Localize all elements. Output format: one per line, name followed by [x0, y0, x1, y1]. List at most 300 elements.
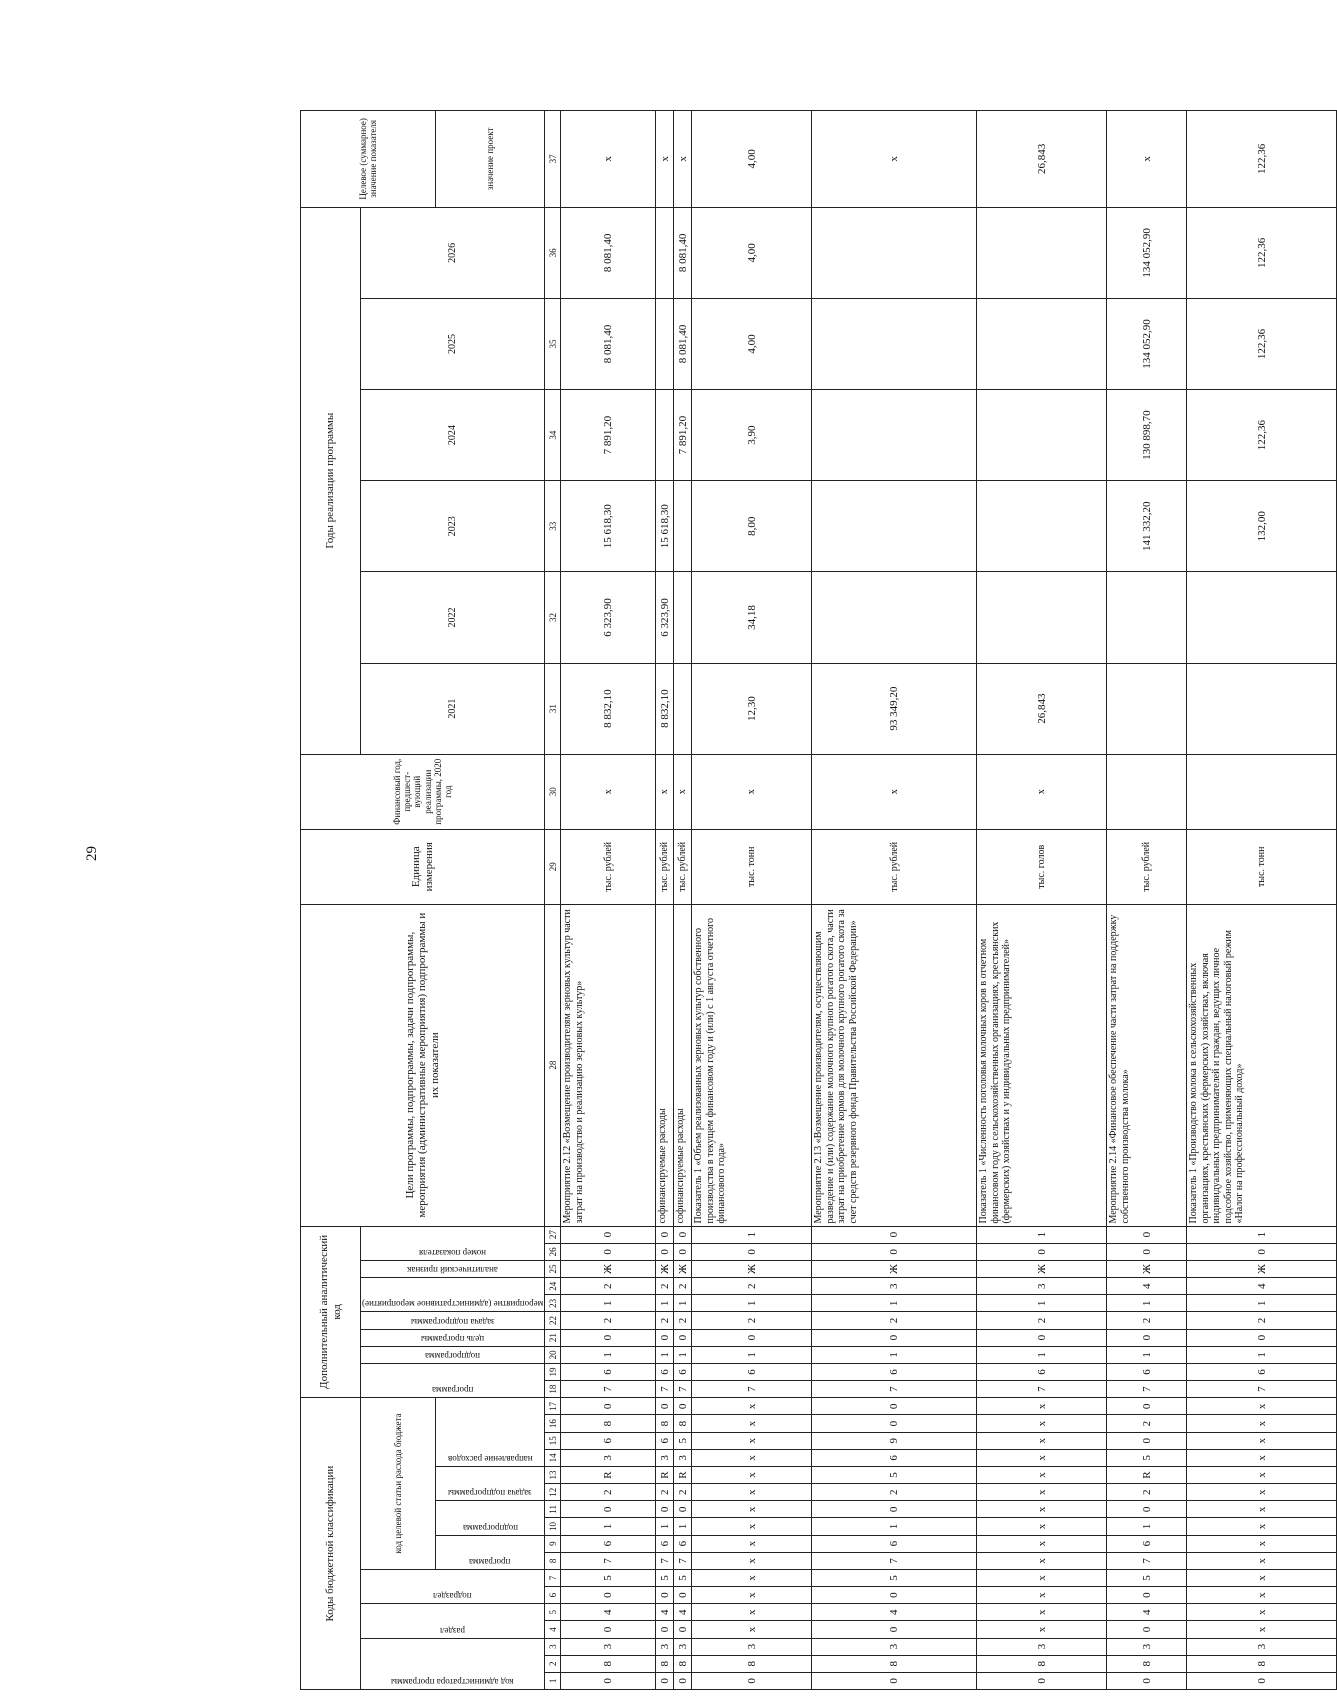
code-cell: R	[561, 1466, 656, 1483]
code-cell: 0	[977, 1329, 1107, 1346]
prev-year-cell: x	[977, 754, 1107, 829]
code-cell: 2	[812, 1312, 977, 1329]
year-value-cell: 8 081,40	[674, 207, 692, 298]
code-cell: x	[977, 1604, 1107, 1621]
code-cell: 0	[656, 1329, 674, 1346]
unit-cell: тыс. рублей	[1107, 829, 1187, 904]
year-value-cell	[1187, 572, 1337, 663]
code-cell: 0	[656, 1672, 674, 1689]
code-cell: 0	[674, 1329, 692, 1346]
year-value-cell	[977, 572, 1107, 663]
code-cell: 3	[812, 1278, 977, 1295]
target-value-cell: 122,36	[1187, 111, 1337, 208]
column-number: 6	[545, 1587, 561, 1604]
code-cell: 0	[1107, 1672, 1187, 1689]
year-value-cell	[977, 390, 1107, 481]
code-cell: 1	[561, 1295, 656, 1312]
column-number: 28	[545, 904, 561, 1226]
code-cell: 2	[656, 1484, 674, 1501]
direction-header: направление расходов	[435, 1398, 544, 1467]
year-value-cell	[1107, 572, 1187, 663]
column-number: 26	[545, 1243, 561, 1260]
year-value-cell: 7 891,20	[561, 390, 656, 481]
code-cell: 7	[656, 1552, 674, 1569]
year-value-cell: 8,00	[692, 481, 812, 572]
code-cell: 2	[674, 1312, 692, 1329]
code-cell: 6	[812, 1535, 977, 1552]
code-cell: 7	[1187, 1381, 1337, 1398]
code-cell: 0	[812, 1226, 977, 1243]
table-row	[656, 111, 674, 1690]
code-cell: 5	[674, 1432, 692, 1449]
year-value-cell: 122,36	[1187, 207, 1337, 298]
code-cell: x	[977, 1449, 1107, 1466]
code-cell: 1	[692, 1346, 812, 1363]
code-cell: 0	[1107, 1621, 1187, 1638]
code-cell: 0	[656, 1587, 674, 1604]
code-cell: 0	[812, 1398, 977, 1415]
code-cell: x	[977, 1518, 1107, 1535]
code-cell: 1	[656, 1295, 674, 1312]
year-value-cell: 134 052,90	[1107, 298, 1187, 389]
a-task-header: задача подпрограммы	[361, 1312, 545, 1329]
year-value-cell	[812, 481, 977, 572]
year-value-cell: 6 323,90	[656, 572, 674, 663]
year-value-cell: 15 618,30	[656, 481, 674, 572]
column-number: 2	[545, 1655, 561, 1672]
code-cell: 2	[812, 1484, 977, 1501]
target-header: Целевое (суммарное) значение показателя	[301, 111, 436, 208]
code-cell: 2	[561, 1484, 656, 1501]
column-number: 15	[545, 1432, 561, 1449]
code-cell: 2	[692, 1278, 812, 1295]
code-cell: 4	[1187, 1278, 1337, 1295]
code-cell: 0	[812, 1415, 977, 1432]
column-number: 13	[545, 1466, 561, 1483]
code-cell: x	[692, 1535, 812, 1552]
code-cell: 2	[561, 1312, 656, 1329]
code-cell: 6	[812, 1449, 977, 1466]
code-cell: x	[1187, 1432, 1337, 1449]
code-cell: 3	[1107, 1638, 1187, 1655]
column-numbers-row	[545, 111, 561, 1690]
code-cell: 8	[812, 1655, 977, 1672]
column-number: 18	[545, 1381, 561, 1398]
year-value-cell: 134 052,90	[1107, 207, 1187, 298]
code-cell: 1	[812, 1295, 977, 1312]
code-cell: 1	[692, 1226, 812, 1243]
column-number: 23	[545, 1295, 561, 1312]
column-number: 35	[545, 298, 561, 389]
prev-year-cell	[1107, 754, 1187, 829]
code-cell: 0	[812, 1243, 977, 1260]
column-number: 12	[545, 1484, 561, 1501]
code-cell: 8	[674, 1655, 692, 1672]
code-cell: 4	[674, 1604, 692, 1621]
year-2021-header: 2021	[361, 663, 545, 754]
code-cell: 0	[692, 1243, 812, 1260]
program-header: программа	[435, 1535, 544, 1569]
prev-year-cell: x	[692, 754, 812, 829]
code-cell: 0	[561, 1226, 656, 1243]
program-table	[300, 110, 1337, 1690]
code-cell: 0	[812, 1329, 977, 1346]
prev-year-cell: x	[674, 754, 692, 829]
code-cell: 5	[1107, 1569, 1187, 1586]
code-cell: 8	[977, 1655, 1107, 1672]
code-cell: 4	[1107, 1604, 1187, 1621]
year-value-cell: 34,18	[692, 572, 812, 663]
goal-text-cell: Показатель 1 «Численность поголовья молочных коров в отчетном финансовом году в сельскохозяйственных организациях, крестьянских (фермерских) хозяйствах и у индивидуальных предпринимателей»	[977, 904, 1107, 1226]
year-value-cell	[674, 481, 692, 572]
code-cell: 3	[561, 1449, 656, 1466]
code-cell: 1	[674, 1346, 692, 1363]
code-cell: x	[977, 1501, 1107, 1518]
code-cell: 7	[674, 1381, 692, 1398]
code-cell: 1	[656, 1346, 674, 1363]
code-cell: 0	[656, 1501, 674, 1518]
year-value-cell: 4,00	[692, 207, 812, 298]
column-number: 1	[545, 1672, 561, 1689]
code-cell: 0	[674, 1398, 692, 1415]
code-cell: 2	[1107, 1415, 1187, 1432]
column-number: 24	[545, 1278, 561, 1295]
code-cell: 4	[561, 1604, 656, 1621]
code-cell: x	[692, 1432, 812, 1449]
code-cell: 0	[812, 1587, 977, 1604]
code-cell: 7	[812, 1552, 977, 1569]
year-value-cell: 8 832,10	[656, 663, 674, 754]
code-cell: 2	[674, 1278, 692, 1295]
code-cell: x	[692, 1415, 812, 1432]
code-cell: 2	[656, 1278, 674, 1295]
year-value-cell	[812, 390, 977, 481]
code-cell: 3	[692, 1638, 812, 1655]
code-cell: 6	[674, 1363, 692, 1380]
year-value-cell: 6 323,90	[561, 572, 656, 663]
table-row	[1187, 111, 1337, 1690]
year-value-cell	[1107, 663, 1187, 754]
code-cell: 8	[692, 1655, 812, 1672]
code-cell: 0	[1107, 1587, 1187, 1604]
code-cell: 7	[656, 1381, 674, 1398]
prev-year-cell	[1187, 754, 1337, 829]
code-cell: 7	[977, 1381, 1107, 1398]
code-cell: 0	[561, 1243, 656, 1260]
code-cell: 1	[977, 1226, 1107, 1243]
unit-cell: тыс. тонн	[1187, 829, 1337, 904]
code-cell: Ж	[656, 1260, 674, 1277]
code-cell: R	[674, 1466, 692, 1483]
code-cell: 0	[1107, 1329, 1187, 1346]
code-cell: x	[692, 1569, 812, 1586]
target-article-header: код целевой статьи расхода бюджета	[361, 1398, 436, 1570]
year-value-cell	[977, 298, 1107, 389]
column-number: 11	[545, 1501, 561, 1518]
code-cell: 7	[812, 1381, 977, 1398]
year-value-cell: 122,36	[1187, 390, 1337, 481]
code-cell: 1	[692, 1295, 812, 1312]
code-cell: 6	[1107, 1535, 1187, 1552]
code-cell: x	[692, 1398, 812, 1415]
table-row	[674, 111, 692, 1690]
column-number: 29	[545, 829, 561, 904]
code-cell: x	[1187, 1484, 1337, 1501]
column-number: 17	[545, 1398, 561, 1415]
code-cell: Ж	[561, 1260, 656, 1277]
code-cell: x	[692, 1604, 812, 1621]
table-row	[692, 111, 812, 1690]
code-cell: x	[692, 1466, 812, 1483]
code-cell: 1	[977, 1346, 1107, 1363]
code-cell: 0	[561, 1621, 656, 1638]
year-value-cell: 132,00	[1187, 481, 1337, 572]
code-cell: 0	[561, 1501, 656, 1518]
code-cell: 0	[561, 1587, 656, 1604]
code-cell: 2	[674, 1484, 692, 1501]
code-cell: 6	[561, 1432, 656, 1449]
code-cell: 6	[656, 1535, 674, 1552]
code-cell: x	[977, 1587, 1107, 1604]
code-cell: 3	[977, 1638, 1107, 1655]
code-cell: x	[977, 1621, 1107, 1638]
code-cell: 0	[977, 1672, 1107, 1689]
code-cell: x	[977, 1415, 1107, 1432]
code-cell: x	[692, 1484, 812, 1501]
task-header: задача подпрограммы	[435, 1466, 544, 1500]
code-cell: 6	[1187, 1363, 1337, 1380]
goal-text-cell: софинансируемые расходы	[674, 904, 692, 1226]
table-row	[812, 111, 977, 1690]
code-cell: x	[977, 1552, 1107, 1569]
code-cell: 4	[1107, 1278, 1187, 1295]
column-number: 37	[545, 111, 561, 208]
code-cell: x	[1187, 1466, 1337, 1483]
prev-year-cell: x	[812, 754, 977, 829]
code-cell: 0	[692, 1672, 812, 1689]
code-cell: 1	[1107, 1346, 1187, 1363]
year-value-cell: 26,843	[977, 663, 1107, 754]
code-cell: 0	[812, 1501, 977, 1518]
target-sub-header: значение проект	[435, 111, 544, 208]
code-cell: 4	[656, 1604, 674, 1621]
column-number: 8	[545, 1552, 561, 1569]
target-value-cell: x	[812, 111, 977, 208]
code-cell: 0	[674, 1226, 692, 1243]
code-cell: 3	[977, 1278, 1107, 1295]
code-cell: 1	[561, 1346, 656, 1363]
year-2023-header: 2023	[361, 481, 545, 572]
column-number: 3	[545, 1638, 561, 1655]
unit-cell: тыс. рублей	[656, 829, 674, 904]
code-cell: 9	[812, 1432, 977, 1449]
goal-text-cell: Показатель 1 «Объем реализованных зерновых культур собственного производства в текущем финансовом году и (или) с 1 августа отчетного финансового года»	[692, 904, 812, 1226]
code-cell: 1	[656, 1518, 674, 1535]
code-cell: 3	[674, 1638, 692, 1655]
year-value-cell	[656, 207, 674, 298]
goal-text-cell: Показатель 1 «Производство молока в сельскохозяйственных организациях, крестьянских (фермерских) хозяйствах, включая индивидуальных предпринимателей и граждан, ведущих личное подсобное хозяйство, применяющих специальный налоговый режим «Налог на профессиональный доход»	[1187, 904, 1337, 1226]
table-row	[977, 111, 1107, 1690]
code-cell: 0	[674, 1587, 692, 1604]
code-cell: 0	[1187, 1672, 1337, 1689]
table-row	[1107, 111, 1187, 1690]
code-cell: Ж	[674, 1260, 692, 1277]
code-cell: 8	[561, 1655, 656, 1672]
code-cell: 8	[561, 1415, 656, 1432]
code-cell: 0	[977, 1243, 1107, 1260]
code-cell: 6	[1107, 1363, 1187, 1380]
code-cell: x	[1187, 1587, 1337, 1604]
code-cell: x	[1187, 1535, 1337, 1552]
code-cell: 3	[674, 1449, 692, 1466]
code-cell: 2	[977, 1312, 1107, 1329]
year-value-cell: 93 349,20	[812, 663, 977, 754]
code-cell: 0	[674, 1672, 692, 1689]
code-cell: 1	[812, 1346, 977, 1363]
code-cell: 7	[1107, 1381, 1187, 1398]
a-indicator-header: номер показателя	[361, 1226, 545, 1260]
code-cell: 0	[1187, 1243, 1337, 1260]
year-2024-header: 2024	[361, 390, 545, 481]
target-value-cell: 26,843	[977, 111, 1107, 208]
code-cell: x	[977, 1432, 1107, 1449]
code-cell: x	[1187, 1518, 1337, 1535]
code-cell: x	[1187, 1621, 1337, 1638]
code-cell: 1	[1187, 1346, 1337, 1363]
code-cell: 7	[561, 1552, 656, 1569]
code-cell: 0	[1107, 1243, 1187, 1260]
column-number: 27	[545, 1226, 561, 1243]
code-cell: 6	[812, 1363, 977, 1380]
year-value-cell: 8 081,40	[561, 298, 656, 389]
target-value-cell: x	[1107, 111, 1187, 208]
code-cell: 6	[561, 1363, 656, 1380]
code-cell: x	[977, 1398, 1107, 1415]
column-number: 19	[545, 1363, 561, 1380]
code-cell: Ж	[812, 1260, 977, 1277]
year-value-cell	[812, 207, 977, 298]
a-goal-header: цель программы	[361, 1329, 545, 1346]
target-value-cell: 4,00	[692, 111, 812, 208]
year-value-cell: 3,90	[692, 390, 812, 481]
column-number: 30	[545, 754, 561, 829]
code-cell: 0	[1107, 1226, 1187, 1243]
subsection-header: подраздел	[361, 1569, 545, 1603]
year-value-cell: 8 081,40	[674, 298, 692, 389]
code-cell: 1	[1187, 1226, 1337, 1243]
code-cell: 0	[1107, 1501, 1187, 1518]
code-cell: 1	[1107, 1295, 1187, 1312]
code-cell: 6	[656, 1363, 674, 1380]
code-cell: 8	[1187, 1655, 1337, 1672]
code-cell: 7	[561, 1381, 656, 1398]
a-program-header: программа	[361, 1363, 545, 1397]
code-cell: x	[1187, 1398, 1337, 1415]
analytic-code-header: Дополнительный аналитический код	[301, 1226, 361, 1398]
code-cell: 7	[674, 1552, 692, 1569]
code-cell: 5	[812, 1466, 977, 1483]
page-number: 29	[84, 846, 100, 861]
year-value-cell	[674, 663, 692, 754]
code-cell: 8	[656, 1415, 674, 1432]
code-cell: x	[1187, 1552, 1337, 1569]
code-cell: 8	[674, 1415, 692, 1432]
goal-text-cell: Мероприятие 2.13 «Возмещение производителям, осуществляющим разведение и (или) содержание молочного крупного рогатого скота, части затрат на приобретение кормов для молочного крупного рогатого скота за счет средств резервного фонда Правительства Российской Федерации»	[812, 904, 977, 1226]
code-cell: 1	[561, 1518, 656, 1535]
year-value-cell	[812, 298, 977, 389]
unit-cell: тыс. рублей	[561, 829, 656, 904]
code-cell: 0	[812, 1621, 977, 1638]
year-2022-header: 2022	[361, 572, 545, 663]
code-cell: 0	[674, 1501, 692, 1518]
code-cell: 5	[656, 1569, 674, 1586]
code-cell: 0	[1107, 1398, 1187, 1415]
code-cell: 8	[656, 1655, 674, 1672]
code-cell: Ж	[1187, 1260, 1337, 1277]
admin-code-header: код администратора программы	[361, 1638, 545, 1689]
column-number: 10	[545, 1518, 561, 1535]
code-cell: 7	[692, 1381, 812, 1398]
code-cell: R	[1107, 1466, 1187, 1483]
code-cell: 3	[656, 1449, 674, 1466]
prev-year-header: Финансовый год, предшест-вующий реализации программы, 2020 год	[301, 754, 545, 829]
code-cell: 6	[977, 1363, 1107, 1380]
code-cell: x	[977, 1569, 1107, 1586]
unit-cell: тыс. рублей	[674, 829, 692, 904]
code-cell: 0	[1107, 1432, 1187, 1449]
prev-year-cell: x	[561, 754, 656, 829]
code-cell: x	[692, 1621, 812, 1638]
code-cell: 0	[656, 1226, 674, 1243]
code-cell: 2	[1187, 1312, 1337, 1329]
code-cell: x	[692, 1587, 812, 1604]
code-cell: x	[692, 1552, 812, 1569]
code-cell: 6	[692, 1363, 812, 1380]
a-sign-header: аналитический признак	[361, 1260, 545, 1277]
code-cell: 0	[561, 1398, 656, 1415]
column-number: 25	[545, 1260, 561, 1277]
code-cell: x	[977, 1535, 1107, 1552]
code-cell: 2	[1107, 1312, 1187, 1329]
unit-cell: тыс. рублей	[812, 829, 977, 904]
code-cell: 2	[561, 1278, 656, 1295]
code-cell: 1	[1187, 1295, 1337, 1312]
code-cell: Ж	[692, 1260, 812, 1277]
column-number: 21	[545, 1329, 561, 1346]
code-cell: 0	[656, 1398, 674, 1415]
target-value-cell: x	[561, 111, 656, 208]
code-cell: 2	[692, 1312, 812, 1329]
code-cell: 6	[656, 1432, 674, 1449]
a-event-header: мероприятие (административное мероприятие)	[361, 1278, 545, 1312]
code-cell: 1	[674, 1295, 692, 1312]
code-cell: 8	[1107, 1655, 1187, 1672]
year-value-cell: 12,30	[692, 663, 812, 754]
year-value-cell: 130 898,70	[1107, 390, 1187, 481]
code-cell: 1	[1107, 1518, 1187, 1535]
table-row	[561, 111, 656, 1690]
code-cell: 6	[561, 1535, 656, 1552]
code-cell: x	[692, 1518, 812, 1535]
unit-header: Единица измерения	[301, 829, 545, 904]
code-cell: 1	[812, 1518, 977, 1535]
code-cell: 0	[674, 1621, 692, 1638]
column-number: 14	[545, 1449, 561, 1466]
goals-header: Цели программы, подпрограммы, задачи подпрограммы, мероприятия (административные мероприятия) подпрограммы и их показатели	[301, 904, 545, 1226]
code-cell: 1	[674, 1518, 692, 1535]
code-cell: R	[656, 1466, 674, 1483]
year-value-cell	[674, 572, 692, 663]
